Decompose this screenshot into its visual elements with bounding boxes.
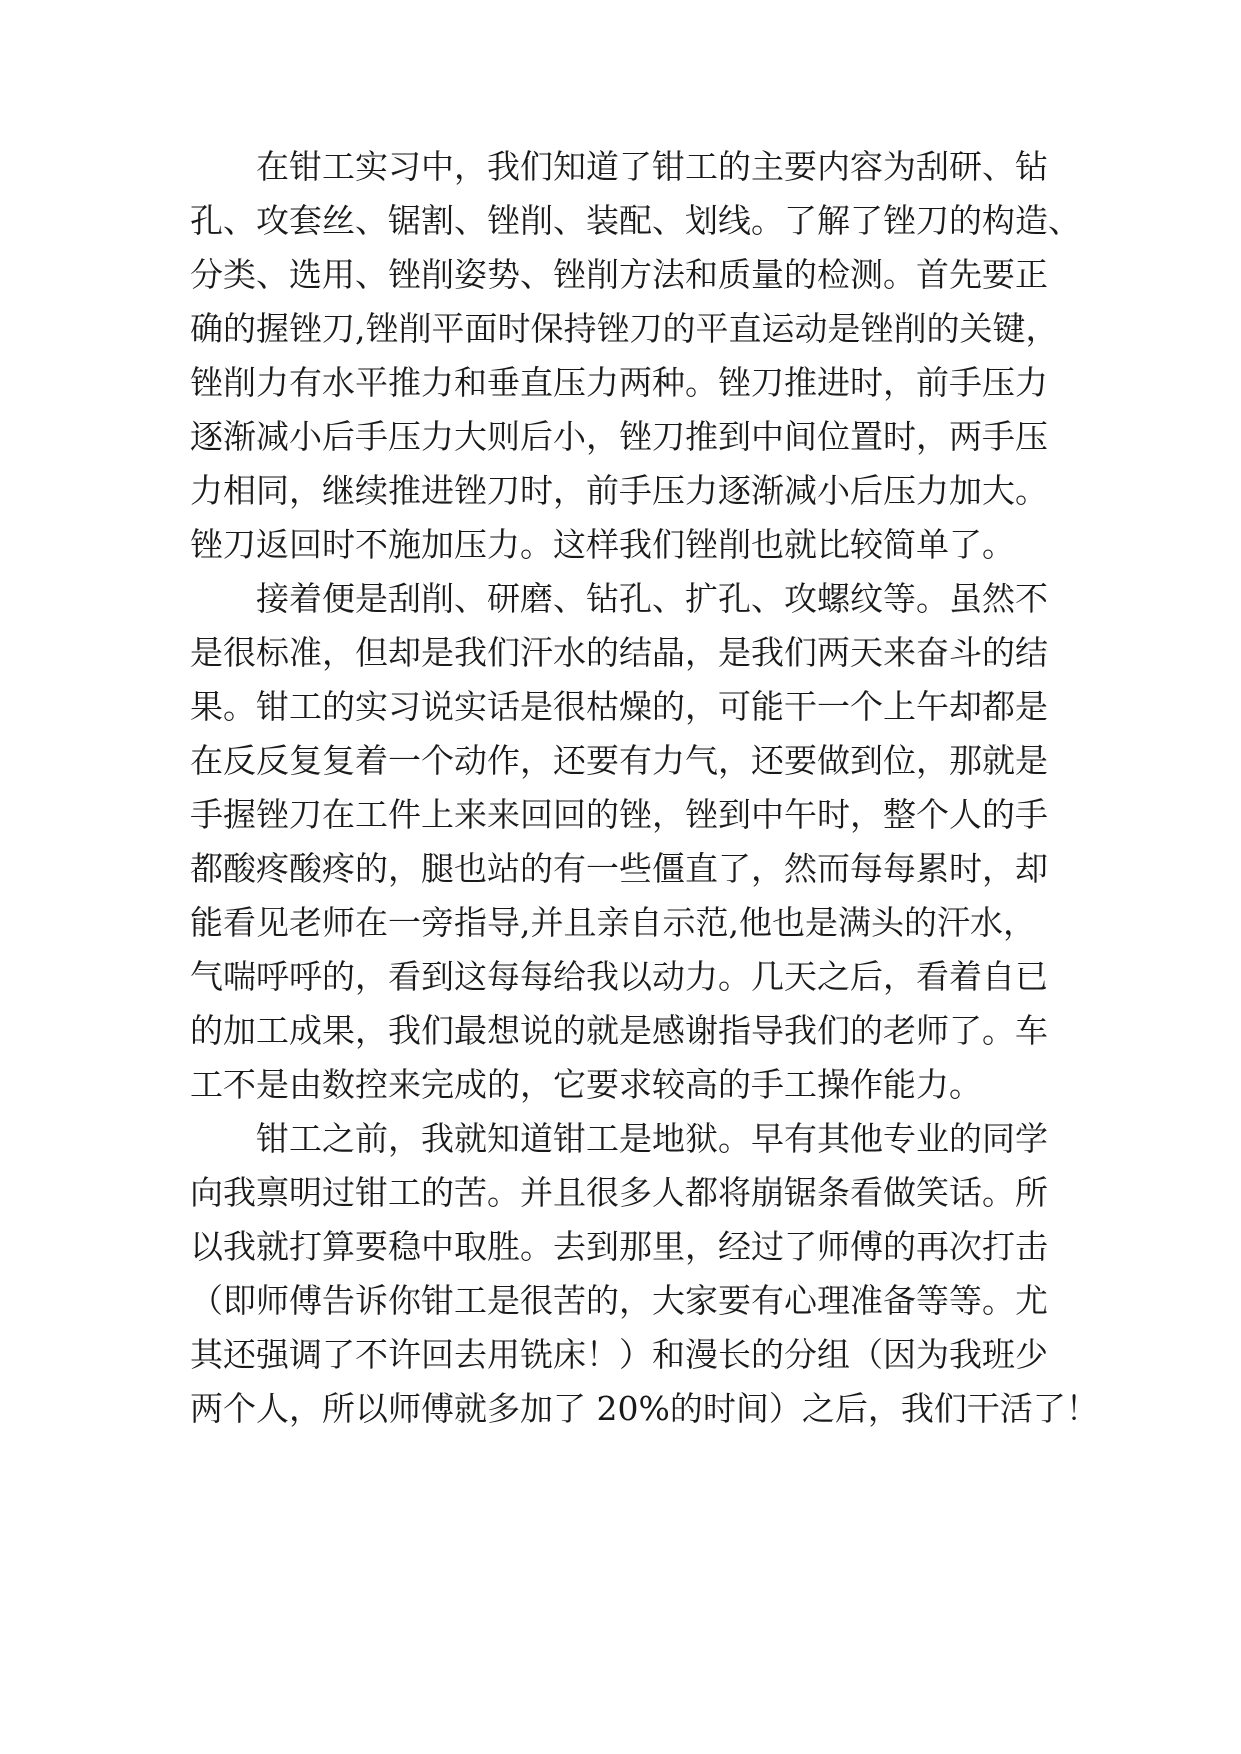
text-line: 锉削力有水平推力和垂直压力两种。锉刀推进时，前手压力 — [190, 363, 1048, 402]
text-line: （即师傅告诉你钳工是很苦的，大家要有心理准备等等。尤 — [190, 1281, 1048, 1320]
text-line: 在钳工实习中，我们知道了钳工的主要内容为刮研、钻 — [190, 147, 1048, 186]
text-line: 都酸疼酸疼的，腿也站的有一些僵直了，然而每每累时，却 — [190, 849, 1048, 888]
text-line: 逐渐减小后手压力大则后小，锉刀推到中间位置时，两手压 — [190, 417, 1048, 456]
text-line: 工不是由数控来完成的，它要求较高的手工操作能力。 — [190, 1065, 982, 1104]
text-line: 以我就打算要稳中取胜。去到那里，经过了师傅的再次打击 — [190, 1227, 1048, 1266]
text-line: 钳工之前，我就知道钳工是地狱。早有其他专业的同学 — [190, 1119, 1048, 1158]
text-line: 手握锉刀在工件上来来回回的锉，锉到中午时，整个人的手 — [190, 795, 1048, 834]
text-line: 果。钳工的实习说实话是很枯燥的，可能干一个上午却都是 — [190, 687, 1048, 726]
text-line: 向我禀明过钳工的苦。并且很多人都将崩锯条看做笑话。所 — [190, 1173, 1048, 1212]
text-line: 力相同，继续推进锉刀时，前手压力逐渐减小后压力加大。 — [190, 471, 1048, 510]
text-line: 确的握锉刀,锉削平面时保持锉刀的平直运动是锉削的关键， — [190, 309, 1059, 348]
text-line: 锉刀返回时不施加压力。这样我们锉削也就比较简单了。 — [190, 525, 1015, 564]
text-line: 能看见老师在一旁指导,并且亲自示范,他也是满头的汗水， — [190, 903, 1036, 942]
text-line: 两个人，所以师傅就多加了 20%的时间）之后，我们干活了！ — [190, 1389, 1099, 1428]
text-line: 接着便是刮削、研磨、钻孔、扩孔、攻螺纹等。虽然不 — [190, 579, 1048, 618]
text-line: 在反反复复着一个动作，还要有力气，还要做到位，那就是 — [190, 741, 1048, 780]
text-line: 分类、选用、锉削姿势、锉削方法和质量的检测。首先要正 — [190, 255, 1048, 294]
text-line: 其还强调了不许回去用铣床！）和漫长的分组（因为我班少 — [190, 1335, 1048, 1374]
text-line: 是很标准，但却是我们汗水的结晶，是我们两天来奋斗的结 — [190, 633, 1048, 672]
text-line: 气喘呼呼的，看到这每每给我以动力。几天之后，看着自已 — [190, 957, 1048, 996]
text-line: 孔、攻套丝、锯割、锉削、装配、划线。了解了锉刀的构造、 — [190, 201, 1081, 240]
text-line: 的加工成果，我们最想说的就是感谢指导我们的老师了。车 — [190, 1011, 1048, 1050]
